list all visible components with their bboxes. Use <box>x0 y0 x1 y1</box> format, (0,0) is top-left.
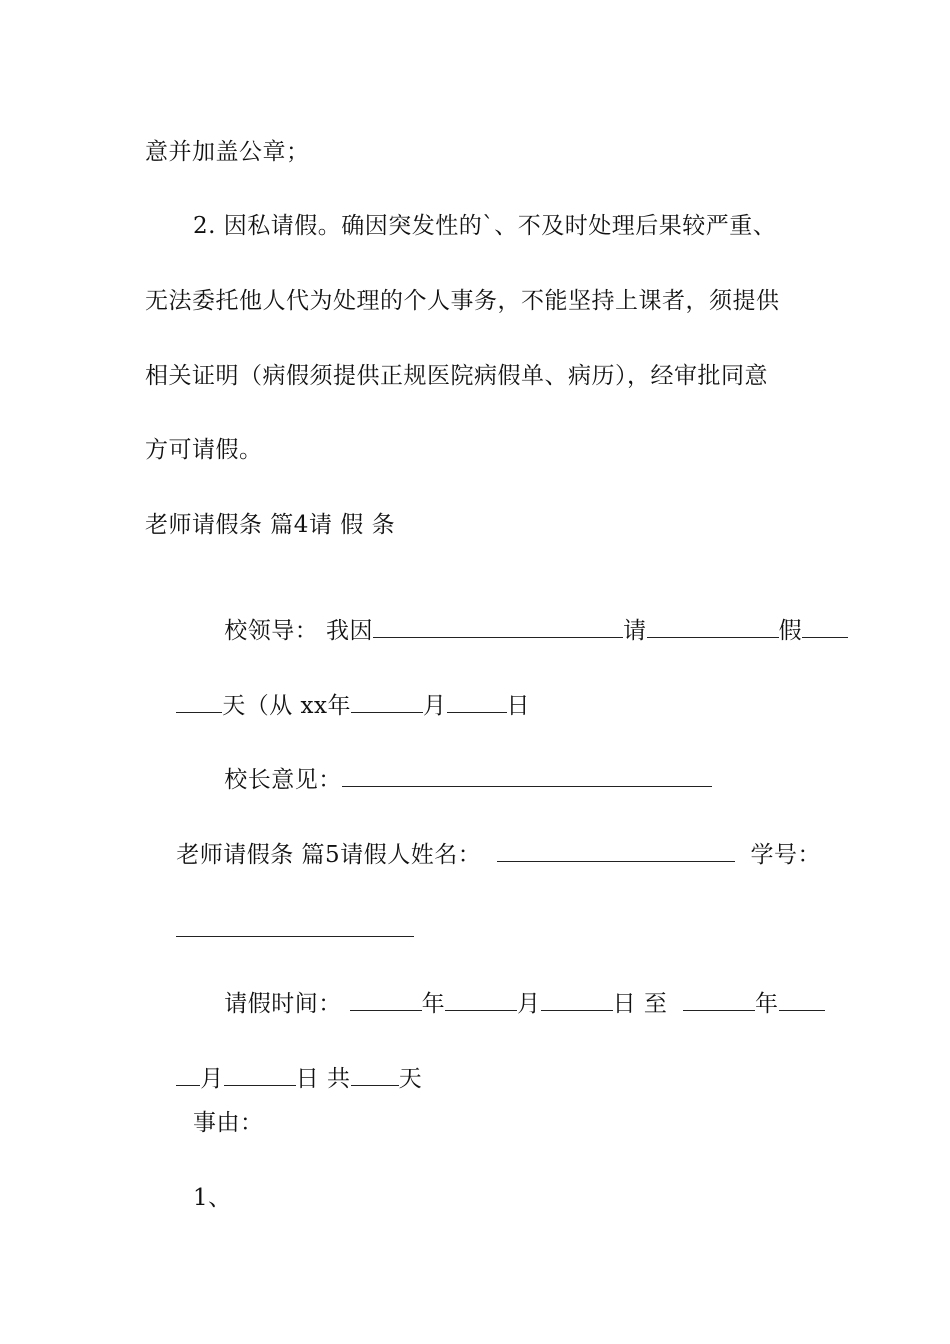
blank-field <box>779 988 825 1011</box>
label: 月 <box>200 1066 224 1092</box>
label: 日 共 <box>295 1066 351 1092</box>
blank-field <box>351 1063 399 1086</box>
blank-field <box>541 988 613 1011</box>
label: 日 <box>506 693 531 719</box>
label: 老师请假条 篇5请假人姓名： <box>176 842 482 868</box>
blank-field <box>351 690 423 713</box>
blank-field <box>176 1063 200 1086</box>
blank-field <box>802 615 848 638</box>
label: 月 <box>517 991 541 1017</box>
blank-field <box>647 615 779 638</box>
blank-field <box>342 764 712 787</box>
blank-field <box>373 615 623 638</box>
blank-field <box>497 839 735 862</box>
label: 校长意见： <box>224 767 342 793</box>
label: 月 <box>423 693 447 719</box>
label: 日 至 <box>612 991 668 1017</box>
blank-field <box>445 988 517 1011</box>
blank-field <box>224 1063 296 1086</box>
blank-field <box>176 690 222 713</box>
blank-field <box>683 988 755 1011</box>
label: 请假时间： <box>224 991 342 1017</box>
blank-field <box>176 914 414 937</box>
leave-time-continued <box>145 1033 422 1124</box>
text-line: 相关证明（病假须提供正规医院病假单、病历），经审批同意 <box>145 363 768 389</box>
text-line: 2. 因私请假。确因突发性的`、不及时处理后果较严重、 <box>193 213 777 239</box>
label: 天（从 xx年 <box>222 693 352 719</box>
label: 年 <box>755 991 779 1017</box>
section-heading: 老师请假条 篇4请 假 条 <box>145 512 396 538</box>
label: 天 <box>398 1066 423 1092</box>
reason-label: 事由： <box>193 1110 264 1136</box>
list-item-number: 1、 <box>193 1185 232 1211</box>
label: 校领导： 我因 <box>224 618 374 644</box>
blank-field <box>350 988 422 1011</box>
blank-field <box>447 690 507 713</box>
label: 假 <box>778 618 803 644</box>
label: 请 <box>623 618 647 644</box>
text-line: 无法委托他人代为处理的个人事务，不能坚持上课者，须提供 <box>145 288 780 314</box>
label: 学号： <box>750 842 821 868</box>
label: 年 <box>421 991 446 1017</box>
text-line: 意并加盖公章； <box>145 139 310 165</box>
text-line: 方可请假。 <box>145 437 263 463</box>
